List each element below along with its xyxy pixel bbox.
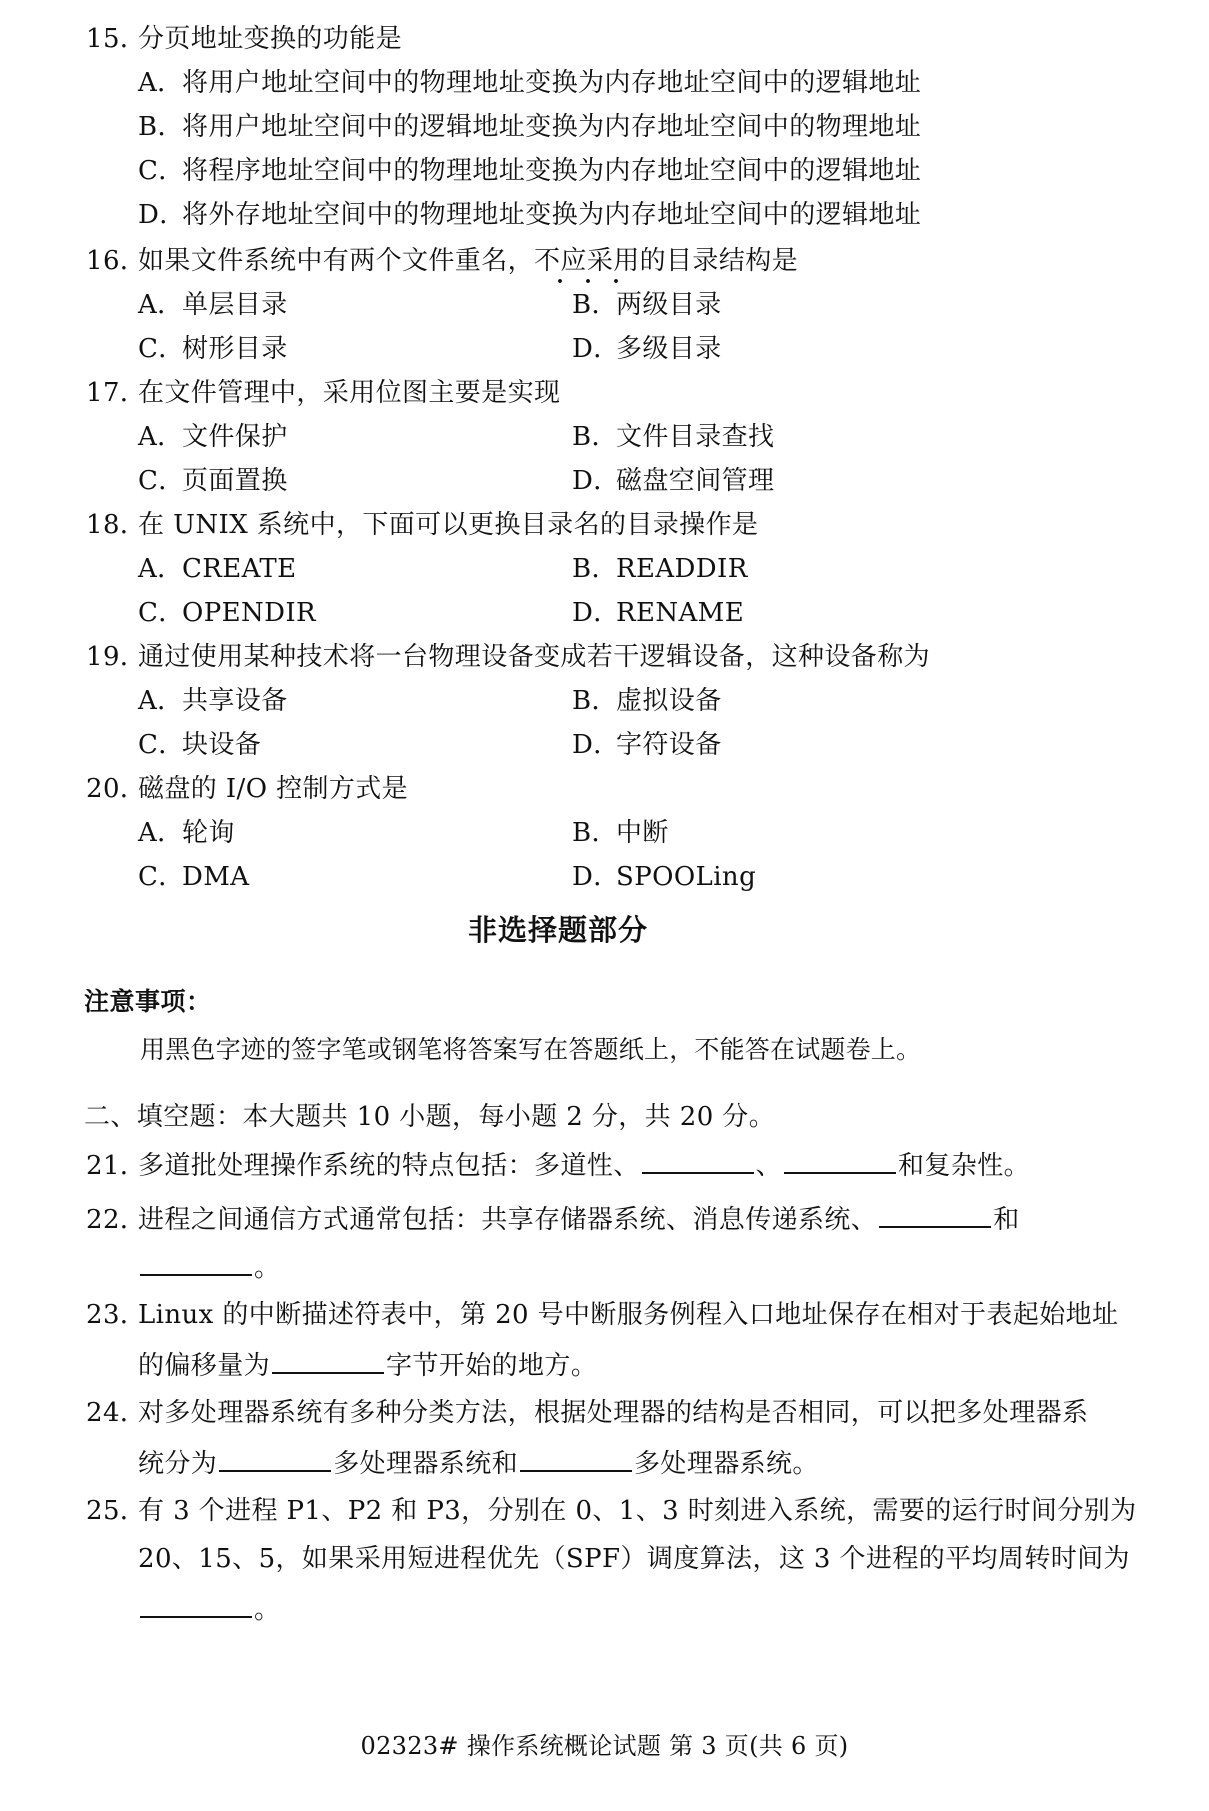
question-16-option-c[interactable] [138, 336, 288, 362]
question-16-option-a[interactable] [138, 292, 288, 318]
question-17-number: 17． [86, 378, 147, 408]
question-20-number: 20． [86, 774, 147, 804]
option-label: C． [138, 598, 185, 628]
question-16-stem-part1: 如果文件系统中有两个文件重名， [138, 246, 535, 276]
question-22-line-2 [138, 1252, 280, 1281]
question-18-number: 18． [86, 510, 147, 540]
question-19-stem [86, 644, 930, 670]
question-22-number: 22． [86, 1205, 147, 1235]
question-20-option-c[interactable] [138, 864, 249, 890]
option-label: A． [138, 554, 184, 584]
question-21-blank-2[interactable] [784, 1150, 896, 1174]
question-24-text-4: 多处理器系统。 [634, 1449, 819, 1479]
option-label: A． [138, 422, 184, 452]
question-22-blank-2[interactable] [140, 1252, 252, 1276]
question-21-text-1: 多道批处理操作系统的特点包括：多道性、 [138, 1151, 640, 1181]
option-label: D． [572, 334, 620, 364]
question-20-option-a[interactable] [138, 820, 235, 846]
question-17-option-b[interactable] [572, 424, 774, 450]
question-17-option-d[interactable] [572, 468, 774, 494]
option-text: CREATE [182, 554, 297, 584]
question-25-number: 25． [86, 1496, 147, 1526]
option-text: 将外存地址空间中的物理地址变换为内存地址空间中的逻辑地址 [182, 200, 922, 230]
question-23-line-2 [138, 1350, 597, 1379]
question-18-option-b[interactable] [572, 556, 748, 582]
question-24-text-3: 多处理器系统和 [333, 1449, 519, 1479]
option-label: C． [138, 334, 185, 364]
option-label: B． [572, 290, 618, 320]
question-24-blank-2[interactable] [520, 1448, 632, 1472]
question-18-stem-text: 在 UNIX 系统中，下面可以更换目录名的目录操作是 [138, 510, 759, 540]
question-22-text-1: 进程之间通信方式通常包括：共享存储器系统、消息传递系统、 [138, 1205, 878, 1235]
question-25-line-3 [138, 1594, 280, 1623]
option-text: 文件目录查找 [616, 422, 775, 452]
question-15-option-a[interactable] [138, 70, 921, 96]
question-24-blank-1[interactable] [219, 1448, 331, 1472]
option-label: D． [572, 598, 620, 628]
question-17-stem [86, 380, 560, 406]
option-text: 多级目录 [616, 334, 722, 364]
question-15-stem-text: 分页地址变换的功能是 [138, 24, 403, 54]
question-22-text-2: 和 [993, 1205, 1020, 1235]
option-text: 中断 [616, 818, 669, 848]
question-21-number: 21． [86, 1151, 147, 1181]
question-23-text-3: 字节开始的地方。 [386, 1351, 598, 1381]
question-20-option-b[interactable] [572, 820, 669, 846]
question-21-blank-1[interactable] [642, 1150, 754, 1174]
option-label: D． [572, 730, 620, 760]
question-21-text-2: 、 [755, 1151, 783, 1181]
notice-title: 注意事项： [84, 987, 212, 1016]
option-text: 将程序地址空间中的物理地址变换为内存地址空间中的逻辑地址 [182, 156, 922, 186]
option-label: A． [138, 68, 184, 98]
question-19-option-c[interactable] [138, 732, 261, 758]
question-15-number: 15． [86, 24, 147, 54]
question-23-text-1: Linux 的中断描述符表中，第 20 号中断服务例程入口地址保存在相对于表起始地址 [138, 1300, 1119, 1330]
option-text: 单层目录 [182, 290, 288, 320]
question-21-text-3: 和复杂性。 [898, 1151, 1031, 1181]
option-text: 两级目录 [616, 290, 722, 320]
question-23-blank-1[interactable] [272, 1350, 384, 1374]
question-25-line-1 [86, 1498, 1137, 1524]
question-23-line-1 [86, 1302, 1118, 1328]
question-15-option-c[interactable] [138, 158, 921, 184]
question-22-blank-1[interactable] [879, 1204, 991, 1228]
question-25-text-3: 。 [254, 1595, 281, 1625]
question-24-number: 24． [86, 1398, 147, 1428]
question-16-stem-part2: 的目录结构是 [639, 246, 799, 276]
option-text: SPOOLing [616, 862, 757, 892]
question-15-stem [86, 26, 402, 52]
option-label: B． [572, 422, 618, 452]
option-text: DMA [182, 862, 250, 892]
option-label: C． [138, 466, 185, 496]
option-text: 页面置换 [182, 466, 288, 496]
question-24-text-2: 统分为 [138, 1449, 218, 1479]
option-text: OPENDIR [182, 598, 317, 628]
fill-in-section-heading: 二、填空题：本大题共 10 小题，每小题 2 分，共 20 分。 [84, 1102, 776, 1132]
question-19-option-a[interactable] [138, 688, 288, 714]
question-21 [86, 1150, 1030, 1179]
question-25-line-2 [138, 1546, 1130, 1572]
question-23-number: 23． [86, 1300, 147, 1330]
option-text: 字符设备 [616, 730, 722, 760]
question-24-line-1 [86, 1400, 1088, 1426]
option-text: 共享设备 [182, 686, 288, 716]
question-20-stem [86, 776, 408, 802]
question-18-option-c[interactable] [138, 600, 316, 626]
notice-body: 用黑色字迹的签字笔或钢笔将答案写在答题纸上，不能答在试题卷上。 [140, 1035, 922, 1064]
page-footer: 02323# 操作系统概论试题 第 3 页(共 6 页) [360, 1732, 849, 1760]
question-16-stem [86, 248, 798, 274]
question-19-number: 19． [86, 642, 147, 672]
question-19-stem-text: 通过使用某种技术将一台物理设备变成若干逻辑设备，这种设备称为 [138, 642, 931, 672]
question-25-text-1: 有 3 个进程 P1、P2 和 P3，分别在 0、1、3 时刻进入系统，需要的运行时间分别为 [138, 1496, 1137, 1526]
question-18-stem [86, 512, 758, 538]
option-text: 将用户地址空间中的物理地址变换为内存地址空间中的逻辑地址 [182, 68, 922, 98]
question-15-option-b[interactable] [138, 114, 921, 140]
option-label: D． [572, 862, 620, 892]
question-25-blank-1[interactable] [140, 1594, 252, 1618]
option-text: RENAME [616, 598, 745, 628]
question-16-number: 16． [86, 246, 147, 276]
question-16-option-d[interactable] [572, 336, 722, 362]
question-18-option-d[interactable] [572, 600, 744, 626]
option-label: D． [138, 200, 186, 230]
question-19-option-b[interactable] [572, 688, 722, 714]
question-16-stem-emphasis: 不应采用 [534, 246, 640, 276]
question-18-option-a[interactable] [138, 556, 297, 582]
option-text: READDIR [616, 554, 748, 584]
question-20-stem-text: 磁盘的 I/O 控制方式是 [138, 774, 409, 804]
option-text: 将用户地址空间中的逻辑地址变换为内存地址空间中的物理地址 [182, 112, 922, 142]
option-label: C． [138, 156, 185, 186]
option-label: C． [138, 862, 185, 892]
option-label: B． [572, 686, 618, 716]
question-17-stem-text: 在文件管理中，采用位图主要是实现 [138, 378, 561, 408]
question-22-text-3: 。 [254, 1253, 281, 1283]
option-text: 磁盘空间管理 [616, 466, 775, 496]
question-24-text-1: 对多处理器系统有多种分类方法，根据处理器的结构是否相同，可以把多处理器系 [138, 1398, 1089, 1428]
option-label: B． [138, 112, 184, 142]
question-17-option-a[interactable] [138, 424, 288, 450]
option-label: A． [138, 290, 184, 320]
section-heading: 非选择题部分 [468, 913, 649, 947]
question-24-line-2 [138, 1448, 819, 1477]
option-text: 轮询 [182, 818, 235, 848]
option-text: 文件保护 [182, 422, 288, 452]
question-19-option-d[interactable] [572, 732, 722, 758]
option-label: A． [138, 818, 184, 848]
question-22-line-1 [86, 1204, 1020, 1233]
option-label: B． [572, 554, 618, 584]
option-text: 块设备 [182, 730, 262, 760]
option-label: C． [138, 730, 185, 760]
question-25-text-2: 20、15、5，如果采用短进程优先（SPF）调度算法，这 3 个进程的平均周转时间为 [138, 1544, 1130, 1574]
question-16-option-b[interactable] [572, 292, 722, 318]
question-17-option-c[interactable] [138, 468, 288, 494]
option-label: B． [572, 818, 618, 848]
option-label: A． [138, 686, 184, 716]
option-text: 虚拟设备 [616, 686, 722, 716]
question-23-text-2: 的偏移量为 [138, 1351, 271, 1381]
option-label: D． [572, 466, 620, 496]
option-text: 树形目录 [182, 334, 288, 364]
question-15-option-d[interactable] [138, 202, 921, 228]
question-20-option-d[interactable] [572, 864, 756, 890]
